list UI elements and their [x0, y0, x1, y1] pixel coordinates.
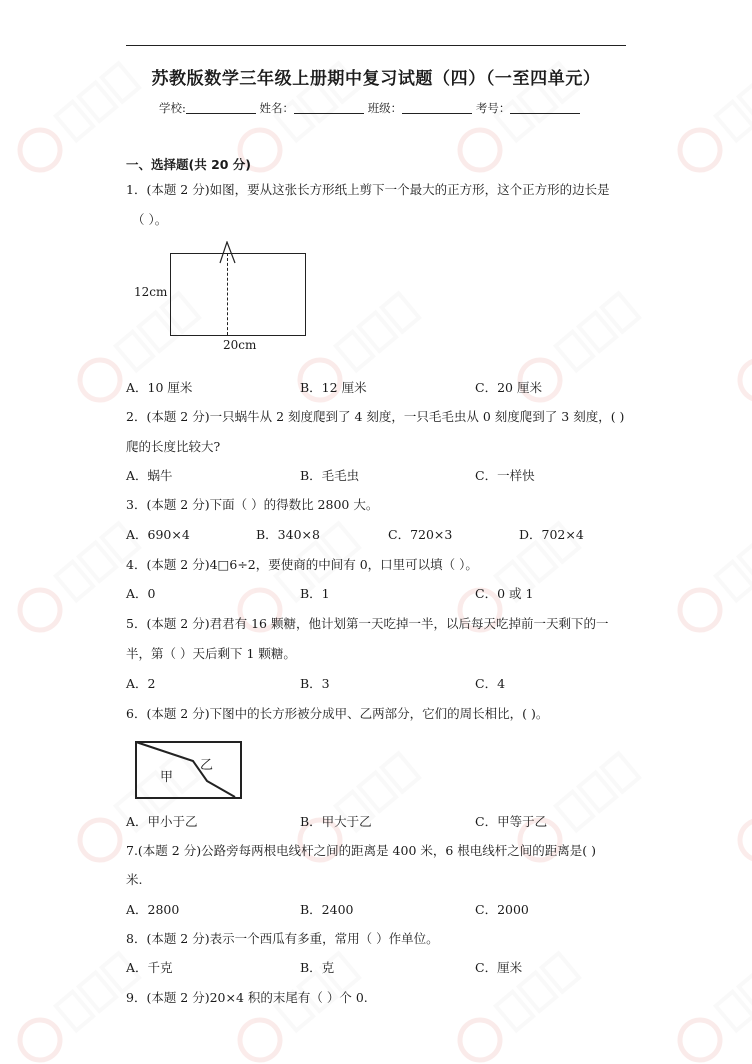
q6-option-b[interactable]: B．甲大于乙 — [300, 814, 372, 829]
q8-option-a[interactable]: A．千克 — [126, 960, 173, 975]
info-exam-no-label: 考号： — [475, 101, 511, 115]
q2-text-line-1: 2．(本题 2 分)一只蜗牛从 2 刻度爬到了 4 刻度，一只毛毛虫从 0 刻度爬到了 3 刻度，( ) — [126, 409, 625, 424]
q5-option-a[interactable]: A．2 — [126, 676, 156, 691]
q3-option-c[interactable]: C．720×3 — [388, 527, 453, 542]
watermark-logo-icon — [12, 950, 142, 1064]
header-rule — [126, 45, 626, 46]
exam-no-blank[interactable] — [510, 101, 580, 114]
q7-text-line-2: 米. — [126, 872, 143, 887]
q7-option-a[interactable]: A．2800 — [126, 902, 180, 917]
q9-text-line-1: 9．(本题 2 分)20×4 积的末尾有（ ）个 0. — [126, 990, 368, 1005]
watermark-logo-icon — [732, 290, 752, 408]
q1-text-line-1: 1．(本题 2 分)如图，要从这张长方形纸上剪下一个最大的正方形，这个正方形的边长是 — [126, 182, 610, 197]
info-class-label: 班级： — [367, 101, 403, 115]
q7-option-c[interactable]: C．2000 — [475, 902, 529, 917]
watermark-logo-icon — [672, 520, 752, 638]
q2-option-a[interactable]: A．蜗牛 — [126, 468, 173, 483]
q7-option-b[interactable]: B．2400 — [300, 902, 354, 917]
q1-height-label: 12cm — [134, 285, 168, 299]
q8-option-c[interactable]: C．厘米 — [475, 960, 523, 975]
name-blank[interactable] — [294, 101, 364, 114]
q2-option-b[interactable]: B．毛毛虫 — [300, 468, 360, 483]
info-school-label: 学校: — [159, 101, 186, 115]
q4-option-a[interactable]: A．0 — [126, 586, 156, 601]
q1-option-a[interactable]: A．10 厘米 — [126, 380, 193, 395]
watermark-logo-icon — [672, 950, 752, 1064]
q1-cut-line — [227, 253, 228, 335]
class-blank[interactable] — [402, 101, 472, 114]
q5-text-line-1: 5．(本题 2 分)君君有 16 颗糖，他计划第一天吃掉一半，以后每天吃掉前一天剩下的一 — [126, 616, 609, 631]
q6-text-line-1: 6．(本题 2 分)下图中的长方形被分成甲、乙两部分，它们的周长相比，( )。 — [126, 706, 549, 721]
q3-option-d[interactable]: D．702×4 — [519, 527, 584, 542]
q1-text-line-2: （ ）。 — [132, 212, 168, 227]
school-blank[interactable] — [186, 101, 256, 114]
section-title: 一、选择题(共 20 分) — [126, 157, 252, 172]
q6-option-c[interactable]: C．甲等于乙 — [475, 814, 548, 829]
info-name-label: 姓名： — [259, 101, 295, 115]
q2-text-line-2: 爬的长度比较大? — [126, 439, 221, 454]
q6-divider-line — [135, 741, 242, 799]
q1-width-label: 20cm — [223, 338, 257, 352]
q6-part-a-label: 甲 — [160, 770, 174, 785]
q8-option-b[interactable]: B．克 — [300, 960, 335, 975]
watermark-logo-icon — [232, 950, 362, 1064]
q3-option-a[interactable]: A．690×4 — [126, 527, 190, 542]
page-title: 苏教版数学三年级上册期中复习试题（四）（一至四单元） — [151, 69, 601, 89]
scissors-mark-icon — [218, 241, 238, 265]
q1-rectangle — [170, 253, 306, 336]
q4-text-line-1: 4．(本题 2 分)4□6÷2，要使商的中间有 0，口里可以填（ ）。 — [126, 557, 478, 572]
q5-text-line-2: 半，第（ ）天后剩下 1 颗糖。 — [126, 646, 296, 661]
q5-option-c[interactable]: C．4 — [475, 676, 506, 691]
q1-option-b[interactable]: B．12 厘米 — [300, 380, 367, 395]
q3-option-b[interactable]: B．340×8 — [256, 527, 320, 542]
q4-option-b[interactable]: B．1 — [300, 586, 330, 601]
watermark-logo-icon — [732, 750, 752, 868]
q1-option-c[interactable]: C．20 厘米 — [475, 380, 542, 395]
q6-option-a[interactable]: A．甲小于乙 — [126, 814, 198, 829]
q5-option-b[interactable]: B．3 — [300, 676, 330, 691]
q3-text-line-1: 3．(本题 2 分)下面（ ）的得数比 2800 大。 — [126, 497, 379, 512]
q4-option-c[interactable]: C．0 或 1 — [475, 586, 534, 601]
watermark-logo-icon — [12, 520, 142, 638]
q7-text-line-1: 7.(本题 2 分)公路旁每两根电线杆之间的距离是 400 米，6 根电线杆之间的距离是( ) — [126, 843, 597, 858]
q2-option-c[interactable]: C．一样快 — [475, 468, 535, 483]
student-info-line — [159, 100, 580, 116]
q8-text-line-1: 8．(本题 2 分)表示一个西瓜有多重，常用（ ）作单位。 — [126, 931, 439, 946]
q6-part-b-label: 乙 — [200, 758, 214, 773]
